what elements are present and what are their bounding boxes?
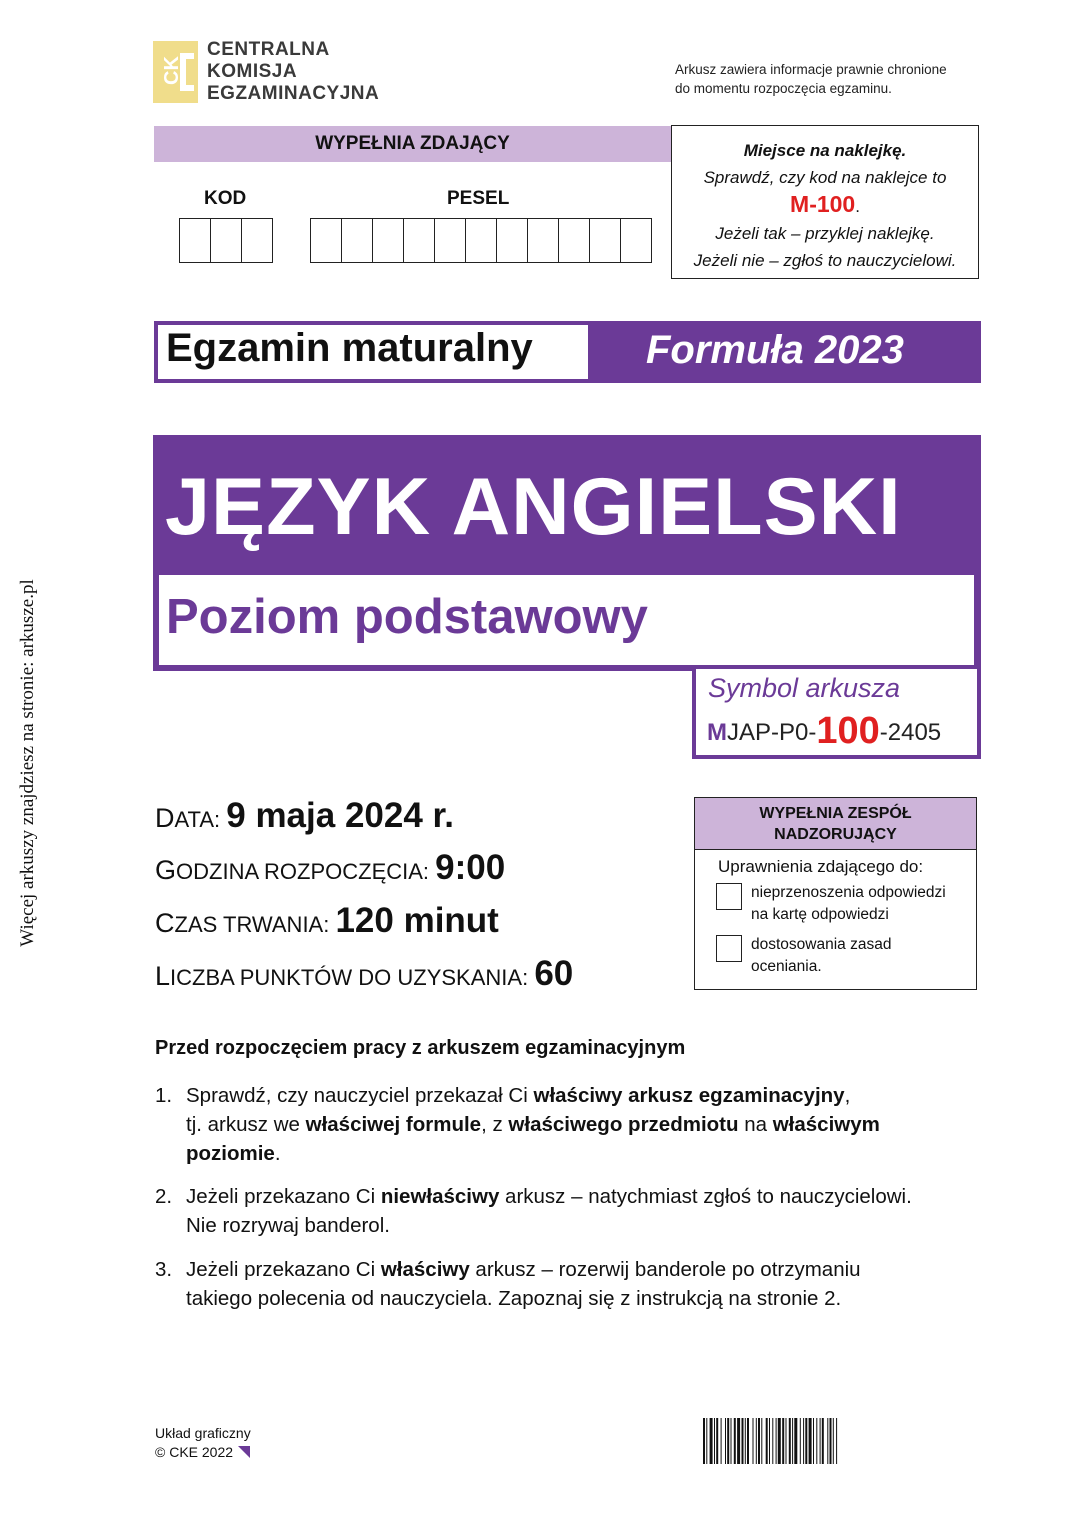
exam-banner <box>154 321 981 383</box>
info-duration: CZAS TRWANIA: 120 minut <box>155 901 499 940</box>
kod-input[interactable] <box>179 218 273 263</box>
logo-mark-text: CK <box>160 56 183 85</box>
sticker-title: Miejsce na naklejkę. <box>743 141 907 160</box>
info-start-time: GODZINA ROZPOCZĘCIA: 9:00 <box>155 848 506 887</box>
adjusted-scoring-checkbox[interactable] <box>716 935 742 962</box>
instruction-item-2: 2. Jeżeli przekazano Ci niewłaściwy arkusz – natychmiast zgłoś to nauczycielowi. Nie rozrywaj banderol. <box>155 1185 912 1237</box>
formula-label: Formuła 2023 <box>646 328 904 372</box>
instructions-heading: Przed rozpoczęciem pracy z arkuszem egzaminacyjnym <box>155 1037 686 1059</box>
sticker-instruction: Sprawdź, czy kod na naklejce to <box>703 168 947 187</box>
instruction-item-3: 3. Jeżeli przekazano Ci właściwy arkusz – rozerwij banderole po otrzymaniu takiego polecenia od nauczyciela. Zapoznaj się z instrukcją na stronie 2. <box>155 1258 861 1310</box>
subject-title: JĘZYK ANGIELSKI <box>165 462 902 552</box>
supervisors-header: WYPEŁNIA ZESPÓŁ NADZORUJĄCY <box>695 798 976 850</box>
kod-label: KOD <box>204 188 247 209</box>
info-points: LICZBA PUNKTÓW DO UZYSKANIA: 60 <box>155 954 574 993</box>
sticker-box: Miejsce na naklejkę. Sprawdź, czy kod na naklejce to M-100. Jeżeli tak – przyklej naklejkę. Jeżeli nie – zgłoś to nauczycielowi. <box>671 125 979 279</box>
info-date: DATA: 9 maja 2024 r. <box>155 796 454 835</box>
subject-banner <box>153 435 981 671</box>
cke-logo-mark <box>153 41 198 103</box>
examinee-header: WYPEŁNIA ZDAJĄCY <box>154 126 671 162</box>
no-transfer-checkbox[interactable] <box>716 883 742 910</box>
exam-title: Egzamin maturalny <box>166 326 533 370</box>
sticker-no: Jeżeli nie – zgłoś to nauczycielowi. <box>693 251 957 270</box>
barcode <box>703 1418 968 1464</box>
adjusted-scoring-label: dostosowania zasad oceniania. <box>751 936 892 975</box>
cke-logo-text <box>207 39 379 105</box>
cke-corner-icon <box>238 1446 250 1458</box>
logo-line-1: CENTRALNA <box>207 39 330 60</box>
sheet-symbol-box <box>692 669 981 759</box>
level-title: Poziom podstawowy <box>166 590 648 644</box>
footer-credits: Układ graficzny © CKE 2022 <box>155 1425 251 1460</box>
sticker-yes: Jeżeli tak – przyklej naklejkę. <box>715 224 935 243</box>
pesel-label: PESEL <box>447 188 510 209</box>
side-watermark: Więcej arkuszy znajdziesz na stronie: arkusze.pl <box>17 579 38 947</box>
symbol-label: Symbol arkusza <box>708 673 901 703</box>
no-transfer-label: nieprzenoszenia odpowiedzi na kartę odpowiedzi <box>751 884 946 923</box>
legal-notice: Arkusz zawiera informacje prawnie chronione do momentu rozpoczęcia egzaminu. <box>675 62 947 96</box>
logo-line-2: KOMISJA <box>207 61 298 82</box>
instruction-item-1: 1. Sprawdź, czy nauczyciel przekazał Ci właściwy arkusz egzaminacyjny, tj. arkusz we właściwej formule, z właściwego przedmiotu na właściwym poziomie. <box>155 1084 880 1165</box>
pesel-input[interactable] <box>310 218 652 263</box>
logo-line-3: EGZAMINACYJNA <box>207 83 380 104</box>
supervisors-subtitle: Uprawnienia zdającego do: <box>718 857 924 876</box>
sticker-code: M-100 <box>790 191 856 217</box>
supervisors-box <box>694 797 977 990</box>
symbol-code: MJAP-P0-100-2405 <box>707 710 942 752</box>
